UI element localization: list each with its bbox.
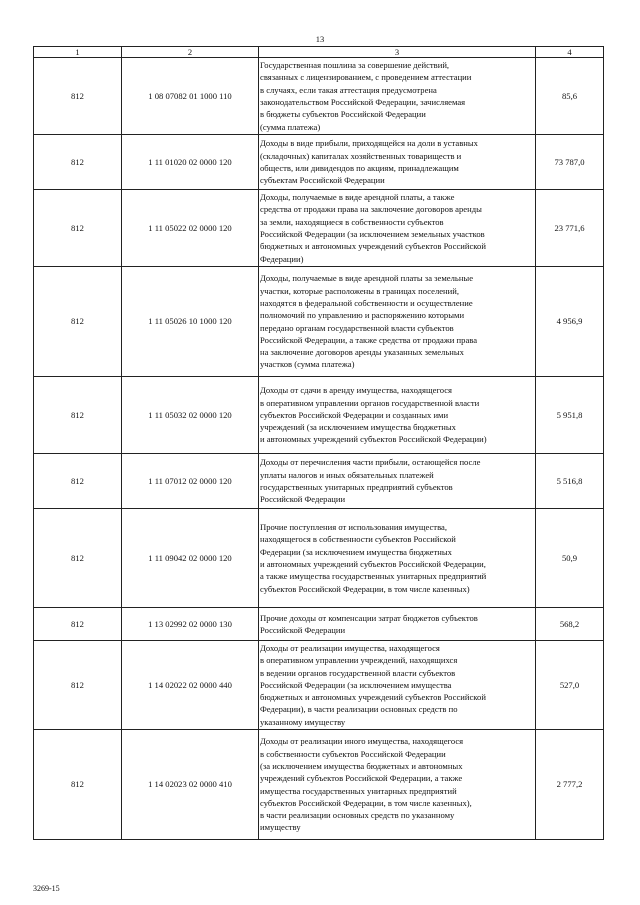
description-line: на заключение договоров аренды указанных земельных xyxy=(260,347,464,358)
description-line: в оперативном управлении органов государственной власти xyxy=(260,397,480,408)
description-line: Федерации) xyxy=(260,253,304,264)
description-line: уплаты налогов и иных обязательных платежей xyxy=(260,469,434,480)
description-line: Российской Федерации, а также средства от продажи права xyxy=(260,334,478,345)
description-line: (складочных) капиталах хозяйственных товариществ и xyxy=(260,150,462,161)
description-line: а также имущества государственных унитарных предприятий xyxy=(260,571,487,582)
budget-classification-code-cell: 1 08 07082 01 1000 110 xyxy=(122,58,259,135)
admin-code-cell: 812 xyxy=(34,641,122,730)
description-line: Доходы, получаемые в виде арендной платы, а также xyxy=(260,192,455,203)
table-row xyxy=(34,190,604,267)
description-line: бюджетных и автономных учреждений субъектов Российской xyxy=(260,241,486,252)
table-row xyxy=(34,454,604,509)
revenue-description-cell xyxy=(259,377,536,454)
admin-code-cell: 812 xyxy=(34,58,122,135)
revenue-description-cell xyxy=(259,190,536,267)
description-line: Государственная пошлина за совершение действий, xyxy=(260,60,450,71)
budget-classification-code-cell: 1 11 05032 02 0000 120 xyxy=(122,377,259,454)
column-header: 3 xyxy=(259,47,536,58)
table-row xyxy=(34,509,604,608)
description-line: законодательством Российской Федерации, зачисляемая xyxy=(260,97,466,107)
description-line: Доходы от перечисления части прибыли, остающейся после xyxy=(260,457,481,468)
description-line: в собственности субъектов Российской Федерации xyxy=(260,748,446,759)
column-header: 4 xyxy=(536,47,604,58)
description-line: учреждений субъектов Российской Федерации, а также xyxy=(260,773,463,784)
admin-code-cell: 812 xyxy=(34,730,122,840)
description-line: субъектов Российской Федерации и созданных ими xyxy=(260,409,449,420)
description-line: Доходы от реализации иного имущества, находящегося xyxy=(260,736,464,747)
description-line: обществ, или дивидендов по акциям, принадлежащим xyxy=(260,163,459,173)
revenue-description-cell xyxy=(259,641,536,730)
revenue-description-cell xyxy=(259,135,536,190)
description-line: полномочий по управлению и распоряжению которыми xyxy=(260,310,465,321)
description-line: (за исключением имущества бюджетных и автономных xyxy=(260,760,463,771)
description-line: Российской Федерации xyxy=(260,625,346,635)
description-line: имуществу xyxy=(260,822,301,833)
amount-cell: 23 771,6 xyxy=(536,190,604,267)
revenue-table xyxy=(33,46,604,840)
description-line: Российской Федерации xyxy=(260,494,346,505)
admin-code-cell: 812 xyxy=(34,509,122,608)
table-row xyxy=(34,58,604,135)
table-row xyxy=(34,377,604,454)
revenue-description-cell xyxy=(259,509,536,608)
amount-cell: 527,0 xyxy=(536,641,604,730)
description-line: в оперативном управлении учреждений, находящихся xyxy=(260,655,458,666)
budget-classification-code-cell: 1 11 05026 10 1000 120 xyxy=(122,267,259,377)
amount-cell: 5 516,8 xyxy=(536,454,604,509)
amount-cell: 85,6 xyxy=(536,58,604,135)
admin-code-cell: 812 xyxy=(34,190,122,267)
revenue-description-cell xyxy=(259,454,536,509)
revenue-description-cell xyxy=(259,608,536,641)
admin-code-cell: 812 xyxy=(34,608,122,641)
description-line: и автономных учреждений субъектов Российской Федерации) xyxy=(260,434,487,445)
description-line: в бюджеты субъектов Российской Федерации xyxy=(260,109,426,120)
budget-classification-code-cell: 1 11 01020 02 0000 120 xyxy=(122,135,259,190)
description-line: Доходы, получаемые в виде арендной платы за земельные xyxy=(260,273,474,284)
description-line: в части реализации основных средств по указанному xyxy=(260,810,455,821)
revenue-description-cell xyxy=(259,267,536,377)
table-row xyxy=(34,135,604,190)
amount-cell: 5 951,8 xyxy=(536,377,604,454)
amount-cell: 50,9 xyxy=(536,509,604,608)
description-line: Доходы в виде прибыли, приходящейся на доли в уставных xyxy=(260,138,478,149)
description-line: Российской Федерации (за исключением имущества xyxy=(260,679,452,690)
description-line: в ведении органов государственной власти субъектов xyxy=(260,667,456,678)
description-line: передано органам государственной власти субъектов xyxy=(260,322,454,333)
table-row xyxy=(34,730,604,840)
revenue-description-cell xyxy=(259,58,536,135)
description-line: указанному имуществу xyxy=(260,716,346,727)
budget-classification-code-cell: 1 11 07012 02 0000 120 xyxy=(122,454,259,509)
budget-classification-code-cell: 1 14 02023 02 0000 410 xyxy=(122,730,259,840)
description-line: средства от продажи права на заключение договоров аренды xyxy=(260,204,482,215)
description-line: субъектов Российской Федерации, в том числе казенных), xyxy=(260,797,472,808)
admin-code-cell: 812 xyxy=(34,267,122,377)
column-header: 1 xyxy=(34,47,122,58)
description-line: связанных с лицензированием, с проведением аттестации xyxy=(260,72,472,83)
description-line: Доходы от сдачи в аренду имущества, находящегося xyxy=(260,385,453,396)
description-line: Российской Федерации (за исключением земельных участков xyxy=(260,229,485,239)
description-line: Федерации (за исключением имущества бюджетных xyxy=(260,546,452,557)
description-line: участков (сумма платежа) xyxy=(260,359,355,370)
description-line: и автономных учреждений субъектов Российской Федерации, xyxy=(260,559,486,569)
budget-classification-code-cell: 1 11 09042 02 0000 120 xyxy=(122,509,259,608)
description-line: за земли, находящиеся в собственности субъектов xyxy=(260,216,444,227)
document-code: 3269-15 xyxy=(33,884,60,893)
budget-classification-code-cell: 1 11 05022 02 0000 120 xyxy=(122,190,259,267)
description-line: имущества государственных унитарных предприятий xyxy=(260,785,457,796)
description-line: находятся в федеральной собственности и осуществление xyxy=(260,297,473,308)
amount-cell: 2 777,2 xyxy=(536,730,604,840)
description-line: Прочие поступления от использования имущества, xyxy=(260,522,447,533)
amount-cell: 73 787,0 xyxy=(536,135,604,190)
budget-classification-code-cell: 1 14 02022 02 0000 440 xyxy=(122,641,259,730)
admin-code-cell: 812 xyxy=(34,377,122,454)
amount-cell: 568,2 xyxy=(536,608,604,641)
description-line: учреждений (за исключением имущества бюджетных xyxy=(260,422,456,433)
amount-cell: 4 956,9 xyxy=(536,267,604,377)
table-header-row xyxy=(34,47,604,58)
description-line: бюджетных и автономных учреждений субъектов Российской xyxy=(260,692,486,703)
admin-code-cell: 812 xyxy=(34,454,122,509)
description-line: субъектам Российской Федерации xyxy=(260,175,385,186)
page-number: 13 xyxy=(315,34,325,44)
description-line: Прочие доходы от компенсации затрат бюджетов субъектов xyxy=(260,612,478,623)
description-line: Доходы от реализации имущества, находящегося xyxy=(260,642,440,653)
column-header: 2 xyxy=(122,47,259,58)
description-line: Федерации), в части реализации основных средств по xyxy=(260,704,458,715)
budget-classification-code-cell: 1 13 02992 02 0000 130 xyxy=(122,608,259,641)
description-line: участки, которые расположены в границах поселений, xyxy=(260,285,459,296)
description-line: государственных унитарных предприятий субъектов xyxy=(260,482,453,492)
revenue-description-cell xyxy=(259,730,536,840)
description-line: находящегося в собственности субъектов Российской xyxy=(260,534,456,545)
table-row xyxy=(34,267,604,377)
description-line: в случаях, если такая аттестация предусмотрена xyxy=(260,84,437,95)
table-row xyxy=(34,608,604,641)
table-row xyxy=(34,641,604,730)
description-line: (сумма платежа) xyxy=(260,121,321,132)
description-line: субъектов Российской Федерации, в том числе казенных) xyxy=(260,583,470,594)
admin-code-cell: 812 xyxy=(34,135,122,190)
